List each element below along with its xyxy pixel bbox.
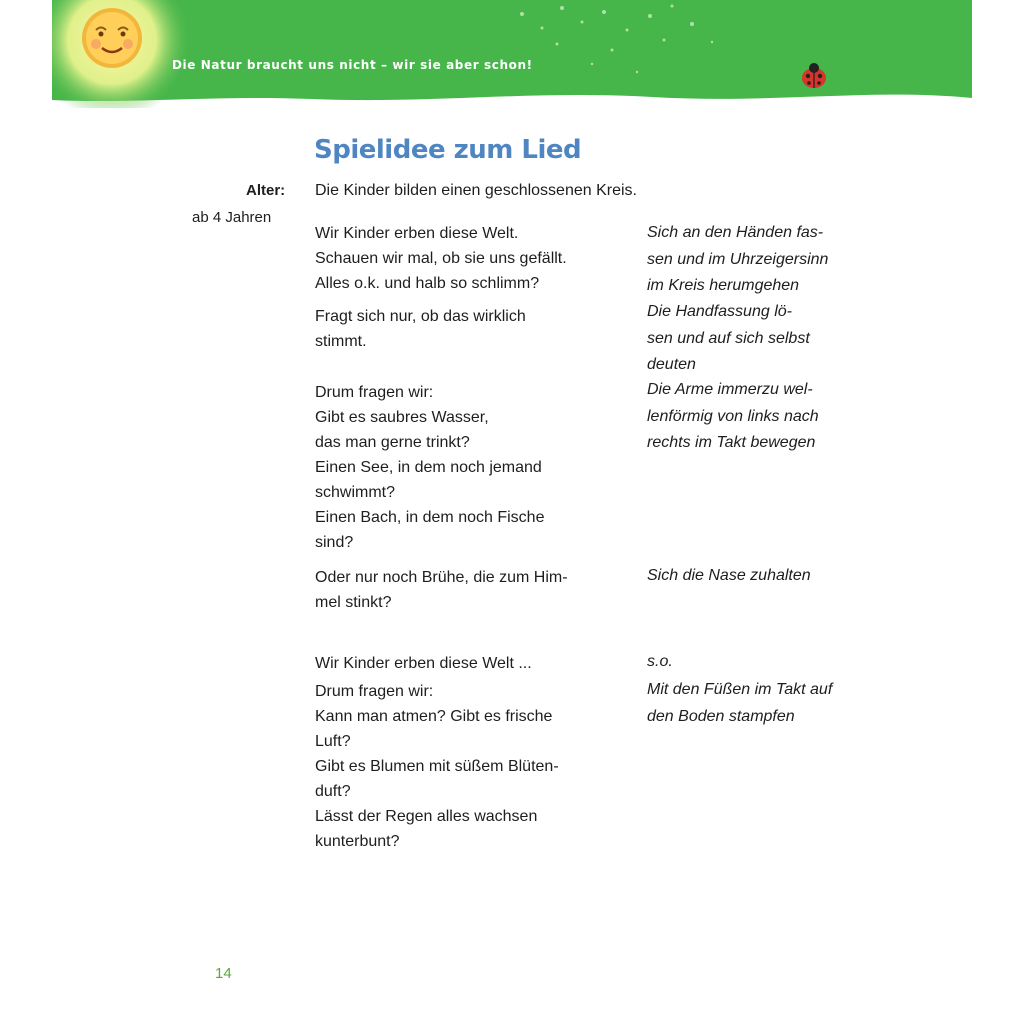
action-verse-3: Die Arme immerzu wel- lenförmig von links nach rechts im Takt bewegen [647,381,819,451]
lyric-verse-4: Oder nur noch Brühe, die zum Him- mel stinkt? [315,569,568,611]
header-tagline: Die Natur braucht uns nicht – wir sie aber schon! [172,58,533,72]
age-label: Alter: [246,182,286,199]
ladybug-icon [797,62,831,90]
action-verse-4: Sich die Nase zuhalten [647,567,811,584]
lyric-verse-3: Drum fragen wir: Gibt es saubres Wasser, das man gerne trinkt? Einen See, in dem noch jemand schwimmt? Einen Bach, in dem noch Fische sind? [315,384,545,551]
lyric-verse-2: Fragt sich nur, ob das wirklich stimmt. [315,308,526,350]
action-verse-5: s.o. [647,653,673,670]
action-verse-1: Sich an den Händen fas- sen und im Uhrzeigersinn im Kreis herumgehen [647,224,829,294]
header-banner [52,0,972,108]
intro-text: Die Kinder bilden einen geschlossenen Kreis. [315,182,637,199]
lyric-verse-5: Wir Kinder erben diese Welt ... [315,655,532,672]
action-verse-2: Die Handfassung lö- sen und auf sich selbst deuten [647,303,810,373]
lyric-verse-1: Wir Kinder erben diese Welt. Schauen wir mal, ob sie uns gefällt. Alles o.k. und halb so schlimm? [315,225,567,292]
sun-icon [80,6,144,70]
page-number: 14 [215,965,232,982]
page-title: Spielidee zum Lied [314,135,582,165]
action-verse-6: Mit den Füßen im Takt auf den Boden stampfen [647,681,833,725]
age-value: ab 4 Jahren [192,209,272,226]
lyric-verse-6: Drum fragen wir: Kann man atmen? Gibt es frische Luft? Gibt es Blumen mit süßem Blüten- duft? Lässt der Regen alles wachsen kunterbunt? [315,683,559,850]
